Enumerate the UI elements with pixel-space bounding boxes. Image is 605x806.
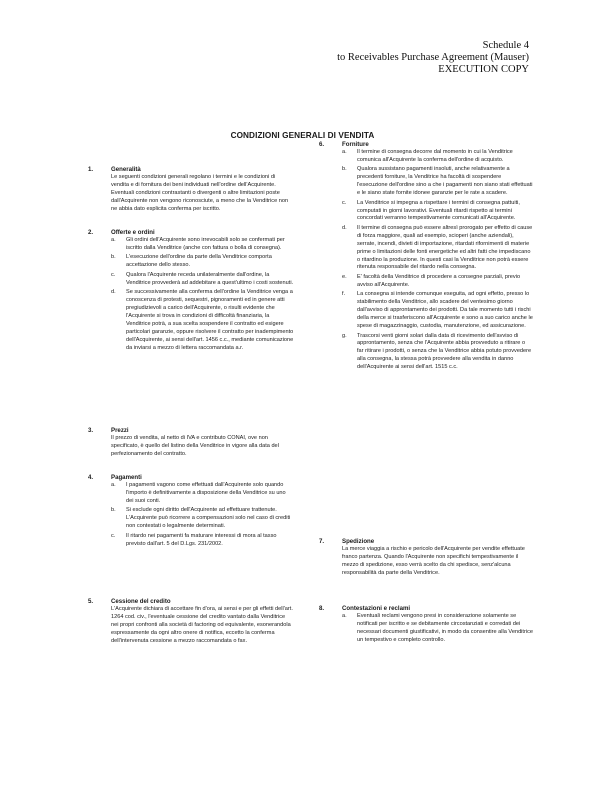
list-item xyxy=(342,200,533,224)
execution-copy-label: EXECUTION COPY xyxy=(438,64,529,75)
list-item xyxy=(111,482,294,506)
schedule-label: Schedule 4 xyxy=(482,40,529,51)
item-label: c. xyxy=(111,532,116,539)
section-number: 2. xyxy=(88,229,94,236)
item-text: Il termine di consegna può essere altresì prorogato per effetto di cause di forza maggiore, quali ad esempio, scioperi (anche aziendali), serrate, incendi, divieti di importazione, ritardati rifornimenti di materie prime o limitazioni delle fonti energetiche ed altri fatti che impediscano o ritardino la produzione. In questi casi la Venditrice non potrà essere ritenuta responsabile del ritardo nella consegna. xyxy=(357,224,533,271)
item-label: e. xyxy=(342,273,347,280)
item-text: Il termine di consegna decorre dal momento in cui la Venditrice comunica all'Acquirente la conferma dell'ordine di acquisto. xyxy=(357,149,513,163)
item-text: Se successivamente alla conferma dell'ordine la Venditrice venga a conoscenza di protesti, sequestri, pignoramenti ed in genere atti pregiudizievoli a carico dell'Acquirente, o risulti evidente che l'Acquirente si trova in condizioni di difficoltà finanziaria, la Venditrice potrà, a sua scelta sospendere il contratto ed esigere particolari garanzie, oppure risolvere il contratto per inadempimento dell'Acquirente, ai sensi dell'art. 1456 c.c., mediante comunicazione da inviarsi a mezzo di lettera raccomandata a.r. xyxy=(126,289,294,351)
section-body xyxy=(111,606,294,646)
section-title: Pagamenti xyxy=(111,474,142,481)
section-title: Forniture xyxy=(342,141,369,148)
section-body xyxy=(111,237,294,354)
section-number: 4. xyxy=(88,474,94,481)
section-number: 6. xyxy=(319,141,325,148)
section-text: La merce viaggia a rischio e pericolo dell'Acquirente per vendite effettuate franco partenza. Quando l'Acquirente non specifichi tempestivamente il mezzo di spedizione, esso verrà scelto da chi spedisce, senz'alcuna responsabilità da parte della Venditrice. xyxy=(342,546,525,576)
list-item xyxy=(342,333,533,373)
section-number: 1. xyxy=(88,166,94,173)
section-title: Cessione del credito xyxy=(111,598,171,605)
item-text: Qualora l'Acquirente receda unilateralmente dall'ordine, la Venditrice provvederà ad addebitare a quest'ultimo i costi sostenuti. xyxy=(126,271,294,286)
section-title: Spedizione xyxy=(342,538,375,545)
section-body xyxy=(342,546,533,578)
item-text: I pagamenti vagono come effettuati dall'Acquirente solo quando l'importo è definitivamente a disposizione della Venditrice su uno dei suoi conti. xyxy=(126,482,286,504)
section-body xyxy=(111,482,294,550)
list-item xyxy=(111,254,294,270)
item-text: Qualora sussistano pagamenti insoluti, anche relativamente a precedenti forniture, la Venditrice ha facoltà di sospendere l'esecuzione dell'ordine sino a che i pagamenti non siano stati effettuati e le siano state fornite idonee garanzie per le rate a scadere. xyxy=(357,166,533,197)
section-number: 7. xyxy=(319,538,325,545)
item-text: Il ritardo nei pagamenti fa maturare interessi di mora al tasso previsto dall'art. 5 del D.Lgs. 231/2002. xyxy=(126,532,277,547)
section-body xyxy=(342,149,533,374)
section-text: L'Acquirente dichiara di accettare fin d'ora, ai sensi e per gli effetti dell'art. 1264 cod. civ., l'eventuale cessione del credito vantato dalla Venditrice nei propri confronti alla società di factoring od equivalente, esonerandola espressamente da ogni altro onere di notifica, eccetto la conferma dell'intervenuta cessione a mezzo raccomandata o fax. xyxy=(111,606,293,644)
item-label: d. xyxy=(111,289,116,296)
item-text: Eventuali reclami vengono presi in considerazione solamente se notificati per iscritto e se debitamente circostanziati e corredati dei necessari documenti giustificativi, in modo da consentire alla Venditrice un tempestivo e completo controllo. xyxy=(357,613,533,643)
item-label: b. xyxy=(342,166,347,173)
section-text: Le seguenti condizioni generali regolano i termini e le condizioni di vendita e di fornitura dei beni individuati nell'ordine dell'Acquirente. Eventuali condizioni contrastanti o divergenti o altre limitazioni poste dall'Acquirente non vengono riconosciute, a meno che la Venditrice non ne abbia dato esplicita conferma per iscritto. xyxy=(111,174,289,212)
section-title: Generalità xyxy=(111,166,141,173)
section-title: Prezzi xyxy=(111,427,129,434)
section-title: Offerte e ordini xyxy=(111,229,155,236)
section-number: 8. xyxy=(319,605,325,612)
list-item xyxy=(111,507,294,531)
item-text: Si esclude ogni diritto dell'Acquirente ad effettuare trattenute. L'Acquirente può ricorrere a compensazioni solo nel caso di crediti non contestati o legalmente determinati. xyxy=(126,507,291,530)
section-title: Contestazioni e reclami xyxy=(342,605,411,612)
section-body xyxy=(342,613,533,646)
list-item xyxy=(111,533,294,549)
item-label: b. xyxy=(111,254,116,261)
list-item xyxy=(111,289,294,352)
item-label: c. xyxy=(342,199,347,206)
item-label: a. xyxy=(342,613,347,619)
list-item xyxy=(342,166,533,198)
item-label: a. xyxy=(111,237,116,243)
document-header xyxy=(337,40,529,76)
section-body xyxy=(111,435,294,459)
agreement-reference: to Receivables Purchase Agreement (Mauser) xyxy=(337,52,529,63)
list-item xyxy=(111,272,294,288)
list-item xyxy=(342,225,533,272)
list-item xyxy=(342,291,533,331)
section-body xyxy=(111,174,294,214)
item-label: c. xyxy=(111,271,116,278)
list-item xyxy=(342,149,533,165)
item-label: b. xyxy=(111,507,116,514)
item-label: d. xyxy=(342,224,347,231)
item-label: g. xyxy=(342,332,347,339)
list-item xyxy=(342,274,533,290)
document-title: CONDIZIONI GENERALI DI VENDITA xyxy=(230,131,375,140)
item-text: L'esecuzione dell'ordine da parte della Venditrice comporta accettazione dello stesso. xyxy=(126,254,272,269)
section-number: 5. xyxy=(88,598,94,605)
section-number: 3. xyxy=(88,427,94,434)
item-text: E' facoltà della Venditrice di procedere a consegne parziali, previo avviso all'Acquirente. xyxy=(357,273,521,288)
item-label: a. xyxy=(342,149,347,155)
item-text: La Venditrice si impegna a rispettare i termini di consegna pattuiti, computati in giorni lavorativi. Eventuali ritardi rispetto ai termini concordati verranno tempestivamente comunicati all'Acquirente. xyxy=(357,199,520,222)
item-text: Gli ordini dell'Acquirente sono irrevocabili solo se confermati per iscritto dalla Venditrice (anche con fattura o bolla di consegna). xyxy=(126,237,285,251)
item-text: La consegna si intende comunque eseguita, ad ogni effetto, presso lo stabilimento della Venditrice, allo scadere del ventesimo giorno dall'avviso di approntamento dei prodotti. Da tale momento tutti i rischi della merce si trasferiscono all'Acquirente e sono a suo carico anche le spese di magazzinaggio, custodia, manutenzione, ed assicurazione. xyxy=(357,291,533,329)
list-item xyxy=(342,613,533,645)
section-text: Il prezzo di vendita, al netto di IVA e contributo CONAI, ove non specificato, è quello del listino della Venditrice in vigore alla data del perfezionamento del contratto. xyxy=(111,435,279,457)
list-item xyxy=(111,237,294,253)
item-text: Trascorsi venti giorni solari dalla data di ricevimento dell'avviso di approntamento, senza che l'Acquirente abbia provveduto a ritirare o far ritirare i prodotti, o senza che la Venditrice abbia potuto provvedere alla consegna, la stessa potrà provvedere alla vendita in danno dell'Acquirente ai sensi dell'art. 1515 c.c. xyxy=(357,332,532,371)
item-label: f. xyxy=(342,291,346,298)
item-label: a. xyxy=(111,482,116,488)
